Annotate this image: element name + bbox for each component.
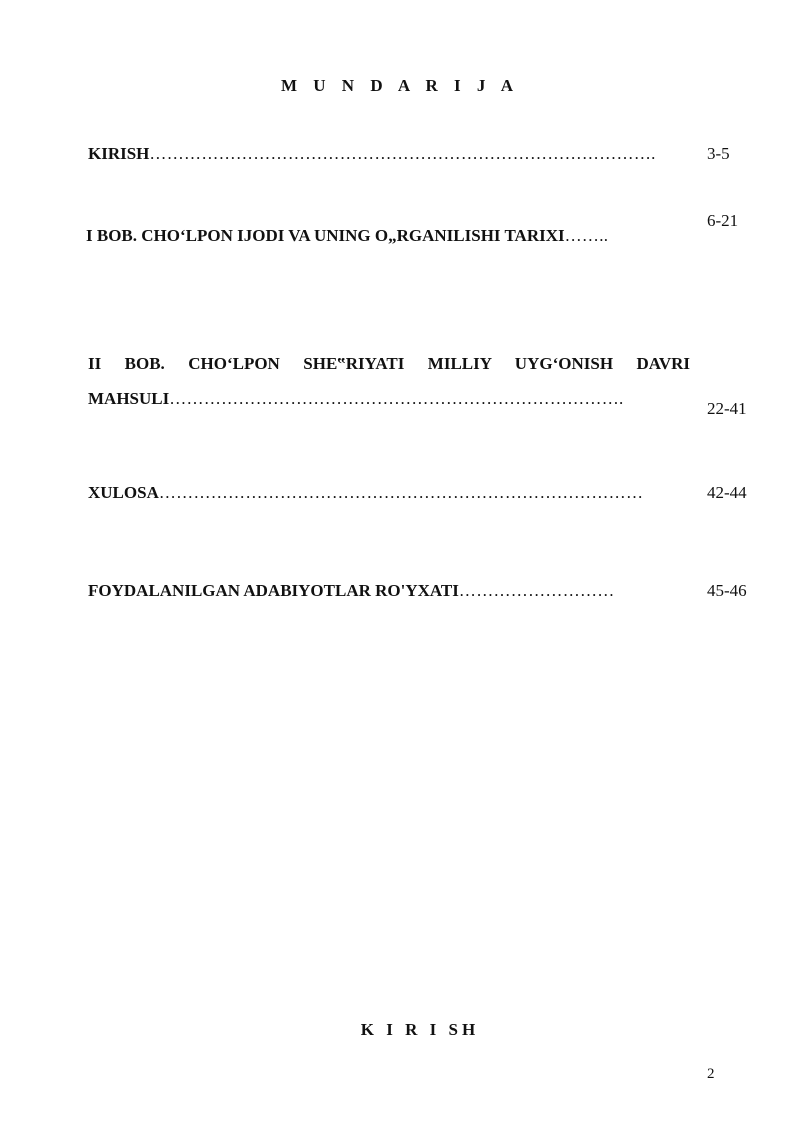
toc-entry-bob1 bbox=[86, 226, 686, 246]
toc-entry-pages: 6-21 bbox=[707, 211, 739, 230]
toc-leader-dots: ……………………………………………………………………………. bbox=[149, 144, 656, 163]
toc-entry-pages: 42-44 bbox=[707, 483, 747, 502]
page-number: 2 bbox=[707, 1066, 715, 1082]
toc-entry-pages: 3-5 bbox=[707, 144, 730, 163]
toc-entry-adabiyotlar bbox=[88, 581, 688, 601]
toc-leader-dots: ……………………… bbox=[458, 581, 615, 600]
toc-entry-pages: 45-46 bbox=[707, 581, 747, 600]
toc-entry-title: MAHSULI bbox=[88, 389, 170, 408]
toc-heading: M U N D A R I J A bbox=[280, 76, 519, 95]
toc-entry-kirish bbox=[88, 144, 688, 164]
toc-entry-bob2-line1: II BOB. CHO‘LPON SHE‟RIYATI MILLIY UYG‘ONISH DAVRI bbox=[88, 354, 690, 373]
toc-entry-title: FOYDALANILGAN ADABIYOTLAR RO'YXATI bbox=[88, 581, 459, 600]
section-heading-kirish: K I R I SH bbox=[360, 1020, 480, 1039]
toc-leader-dots: …….. bbox=[564, 226, 609, 245]
toc-entry-title: XULOSA bbox=[88, 483, 159, 502]
toc-entry-pages: 22-41 bbox=[707, 399, 747, 418]
toc-entry-xulosa bbox=[88, 483, 688, 503]
toc-leader-dots: ………………………………………………………………………… bbox=[158, 483, 644, 502]
toc-entry-bob2-line2 bbox=[88, 389, 688, 409]
toc-leader-dots: ……………………………………………………………………. bbox=[169, 389, 624, 408]
toc-entry-title: KIRISH bbox=[88, 144, 150, 163]
toc-entry-title: I BOB. CHO‘LPON IJODI VA UNING O„RGANILISHI TARIXI bbox=[86, 226, 565, 245]
